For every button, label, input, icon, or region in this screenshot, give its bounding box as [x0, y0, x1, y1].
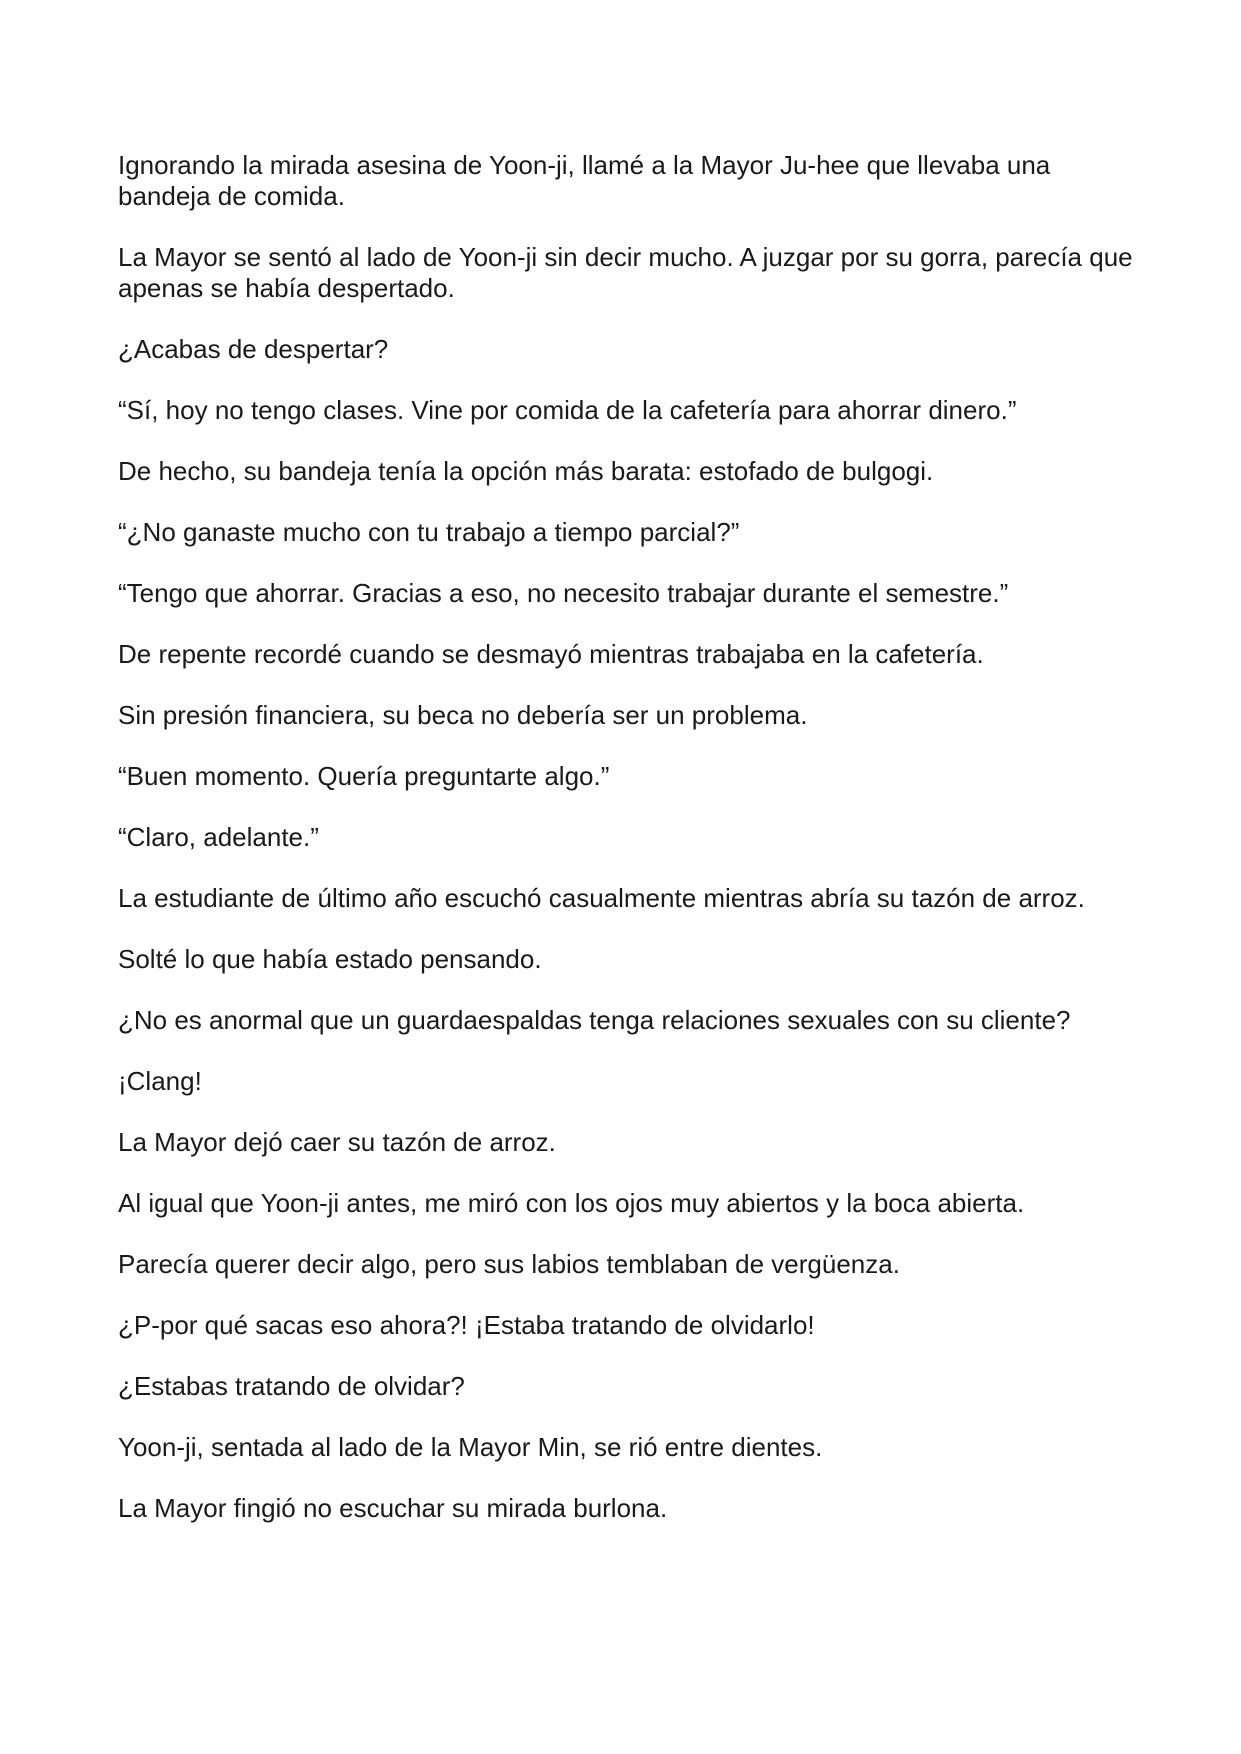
paragraph: “Buen momento. Quería preguntarte algo.”	[118, 761, 610, 791]
paragraph: ¿No es anormal que un guardaespaldas tenga relaciones sexuales con su cliente?	[118, 1005, 1071, 1035]
paragraph: Ignorando la mirada asesina de Yoon-ji, llamé a la Mayor Ju-hee que llevaba una bandeja de comida.	[118, 150, 1051, 211]
paragraph: “¿No ganaste mucho con tu trabajo a tiempo parcial?”	[118, 517, 740, 547]
paragraph: La Mayor se sentó al lado de Yoon-ji sin decir mucho. A juzgar por su gorra, parecía que apenas se había despertado.	[118, 242, 1133, 303]
paragraph: “Claro, adelante.”	[118, 822, 319, 852]
paragraph: “Tengo que ahorrar. Gracias a eso, no necesito trabajar durante el semestre.”	[118, 578, 1009, 608]
paragraph: La Mayor fingió no escuchar su mirada burlona.	[118, 1493, 668, 1523]
paragraph: Parecía querer decir algo, pero sus labios temblaban de vergüenza.	[118, 1249, 900, 1279]
document-body	[118, 150, 1138, 1554]
paragraph: Sin presión financiera, su beca no debería ser un problema.	[118, 700, 808, 730]
paragraph: ¿Acabas de despertar?	[118, 334, 389, 364]
paragraph: De repente recordé cuando se desmayó mientras trabajaba en la cafetería.	[118, 639, 984, 669]
paragraph: ¿Estabas tratando de olvidar?	[118, 1371, 465, 1401]
paragraph: La estudiante de último año escuchó casualmente mientras abría su tazón de arroz.	[118, 883, 1085, 913]
paragraph: De hecho, su bandeja tenía la opción más barata: estofado de bulgogi.	[118, 456, 934, 486]
paragraph: La Mayor dejó caer su tazón de arroz.	[118, 1127, 556, 1157]
paragraph: “Sí, hoy no tengo clases. Vine por comida de la cafetería para ahorrar dinero.”	[118, 395, 1017, 425]
paragraph: ¿P-por qué sacas eso ahora?! ¡Estaba tratando de olvidarlo!	[118, 1310, 815, 1340]
paragraph: Yoon-ji, sentada al lado de la Mayor Min, se rió entre dientes.	[118, 1432, 823, 1462]
paragraph: ¡Clang!	[118, 1066, 202, 1096]
paragraph: Solté lo que había estado pensando.	[118, 944, 542, 974]
paragraph: Al igual que Yoon-ji antes, me miró con los ojos muy abiertos y la boca abierta.	[118, 1188, 1025, 1218]
